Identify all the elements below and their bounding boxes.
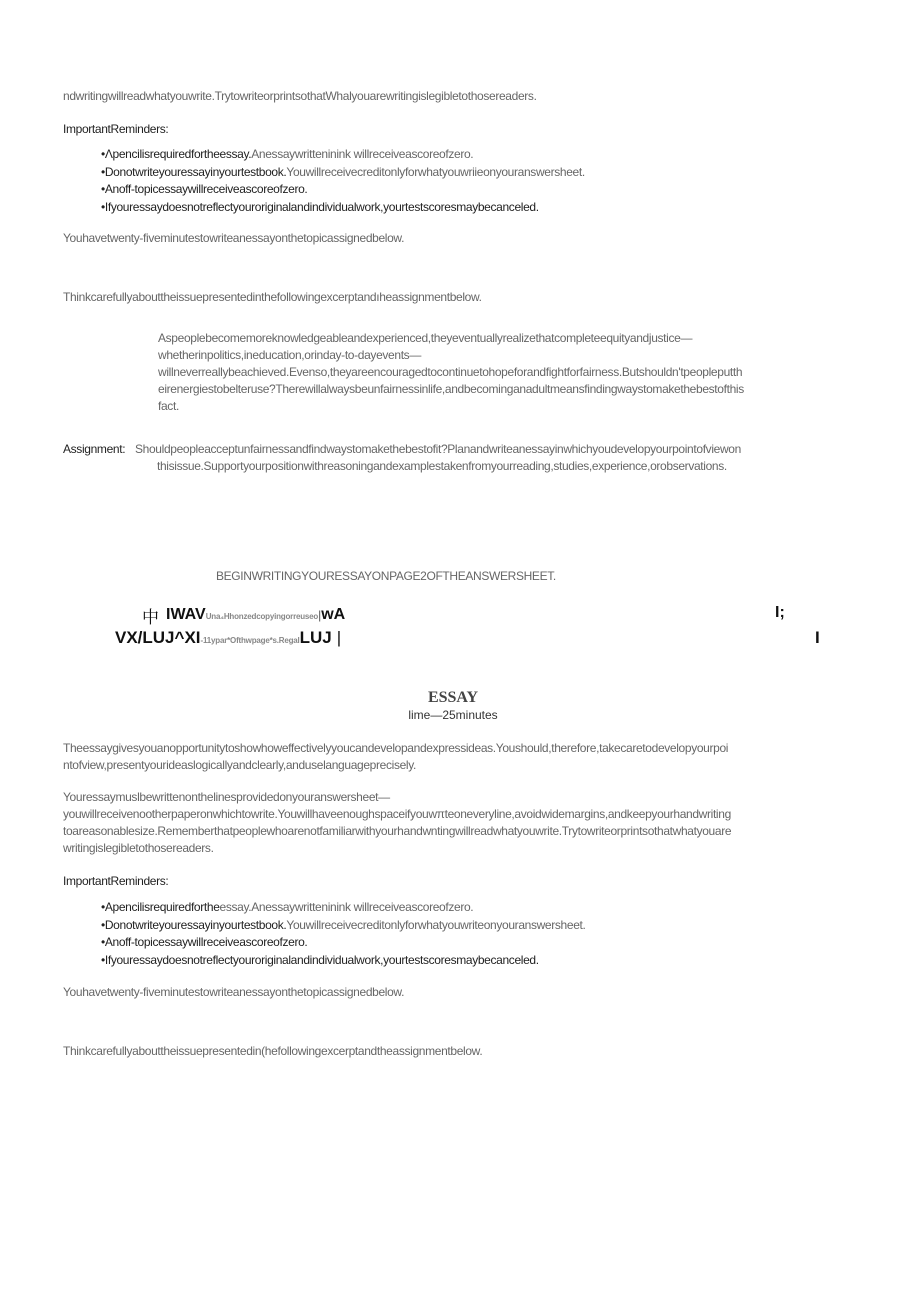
paragraph-line: Youressaymuslbewrittenonthelinesprovidedonyouranswersheet— [63, 790, 390, 804]
intro-line: ndwritingwillreadwhatyouwrite.TrytowriteorprintsothatWhalyouarewritingislegibletothosereaders. [63, 89, 537, 103]
paragraph-line: Theessaygivesyouanopportunitytoshowhoweffectivelyyoucandevelopandexpressideas.Youshould,therefore,takecaretodevelopyourpoi [63, 741, 729, 755]
stamp-line2: VX/LUJ^XI-11ypar*Ofthwpage*s.RegalLUJ | [115, 628, 342, 647]
reminders-heading: ImportantReminders: [63, 122, 169, 136]
excerpt-line: fact. [158, 399, 179, 413]
list-item: •Donotwriteyouressayinyourtestbook.Youwillreceivecreditonlyforwhatyouwriieonyouranswersheet. [101, 164, 585, 179]
assignment-line-1: Shouldpeopleacceptunfairnessandfindwaystomakethebestofit?Planandwriteanessayinwhichyoudevelopyourpointofviewon [135, 442, 741, 456]
excerpt-line: Aspeoplebecomemoreknowledgeableandexperienced,theyeventuallyrealizethatcompleteequityandjustice— [158, 331, 693, 345]
stamp-line1-right: I; [775, 604, 785, 621]
list-item: •Anoff-topicessaywillreceiveascoreofzero. [101, 935, 308, 949]
stamp-line1: IWAVUna₄Hhonzedcopyingorreuseo|wA [166, 606, 346, 623]
time-note: Youhavetwenty-fiveminutestowriteanessayonthetopicassignedbelow. [63, 985, 405, 999]
think-line: Thinkcarefullyabouttheissuepresentedin(hefollowingexcerptandtheassignmentbelow. [63, 1044, 483, 1058]
excerpt [158, 330, 744, 415]
stamp-line2-right: I [815, 628, 820, 647]
think-line: Thinkcarefullyabouttheissuepresentedinthefollowingexcerptandıheassignmentbelow. [63, 290, 482, 304]
time-note: Youhavetwenty-fiveminutestowriteanessayonthetopicassignedbelow. [63, 231, 405, 245]
paragraph-line: toareasonablesize.Rememberthatpeoplewhoarenotfamiliarwithyourhandwntingwillreadwhatyouwrite.Trytowriteorprintsothatwhatyouare [63, 824, 732, 838]
list-item: •Donotwriteyouressayinyourtestbook.Youwillreceivecreditonlyforwhatyouwriteonyouranswersheet. [101, 917, 586, 932]
list-item: •Ifyouressaydoesnotreflectyouroriginalandindividualwork,yourtestscoresmaybecanceled. [101, 199, 539, 214]
begin-writing-note: BEGINWRITINGYOURESSAYONPAGE2OFTHEANSWERSHEET. [216, 569, 556, 583]
reminders-heading: ImportantReminders: [63, 874, 169, 888]
page-subtitle: lime—25minutes [408, 708, 498, 722]
excerpt-line: eirenergiestobelteruse?Therewillalwaysbeunfairnessinlife,andbecominganadultmeansfindingwaystomakethebestofthis [158, 382, 744, 396]
paragraph-line: writingislegibletothosereaders. [63, 841, 214, 855]
intro-paragraph [63, 740, 728, 774]
list-item: •Apencilisrequiredfortheessay.Anessaywritteninink willreceiveascoreofzero. [101, 900, 474, 914]
answer-sheet-paragraph [63, 789, 731, 857]
reminders-list [101, 899, 586, 969]
reminders-list [101, 146, 585, 216]
list-item: •Ifyouressaydoesnotreflectyouroriginalandindividualwork,yourtestscoresmaybecanceled. [101, 952, 539, 967]
list-item: •Λpencilisrequiredfortheessay.Anessaywritteninink willreceiveascoreofzero. [101, 147, 474, 161]
page-title: ESSAY [427, 689, 479, 706]
list-item: •Anoff-topicessaywillreceiveascoreofzero. [101, 182, 308, 196]
paragraph-line: youwillreceivenootherpaperonwhichtowrite.Youwillhaveenoughspaceifyouwπteoneveryline,avoidwidemargins,andkeepyourhandwriting [63, 807, 731, 821]
assignment-line-2: thisissue.Supportyourpositionwithreasoningandexamplestakenfromyourreading,studies,experience,orobservations. [157, 459, 727, 473]
excerpt-line: willneverreallybeachieved.Evenso,theyareencouragedtocontinuetohopeforandfightforfairness.Butshouldn'tpeopleputth [158, 365, 743, 379]
excerpt-line: whetherinpolitics,ineducation,orinday-to-dayevents— [158, 348, 421, 362]
assignment-label: Assignment: [63, 442, 126, 456]
paragraph-line: ntofview,presentyourideaslogicallyandclearly,anduselanguageprecisely. [63, 758, 416, 772]
stamp-glyph: 中 [142, 608, 159, 627]
